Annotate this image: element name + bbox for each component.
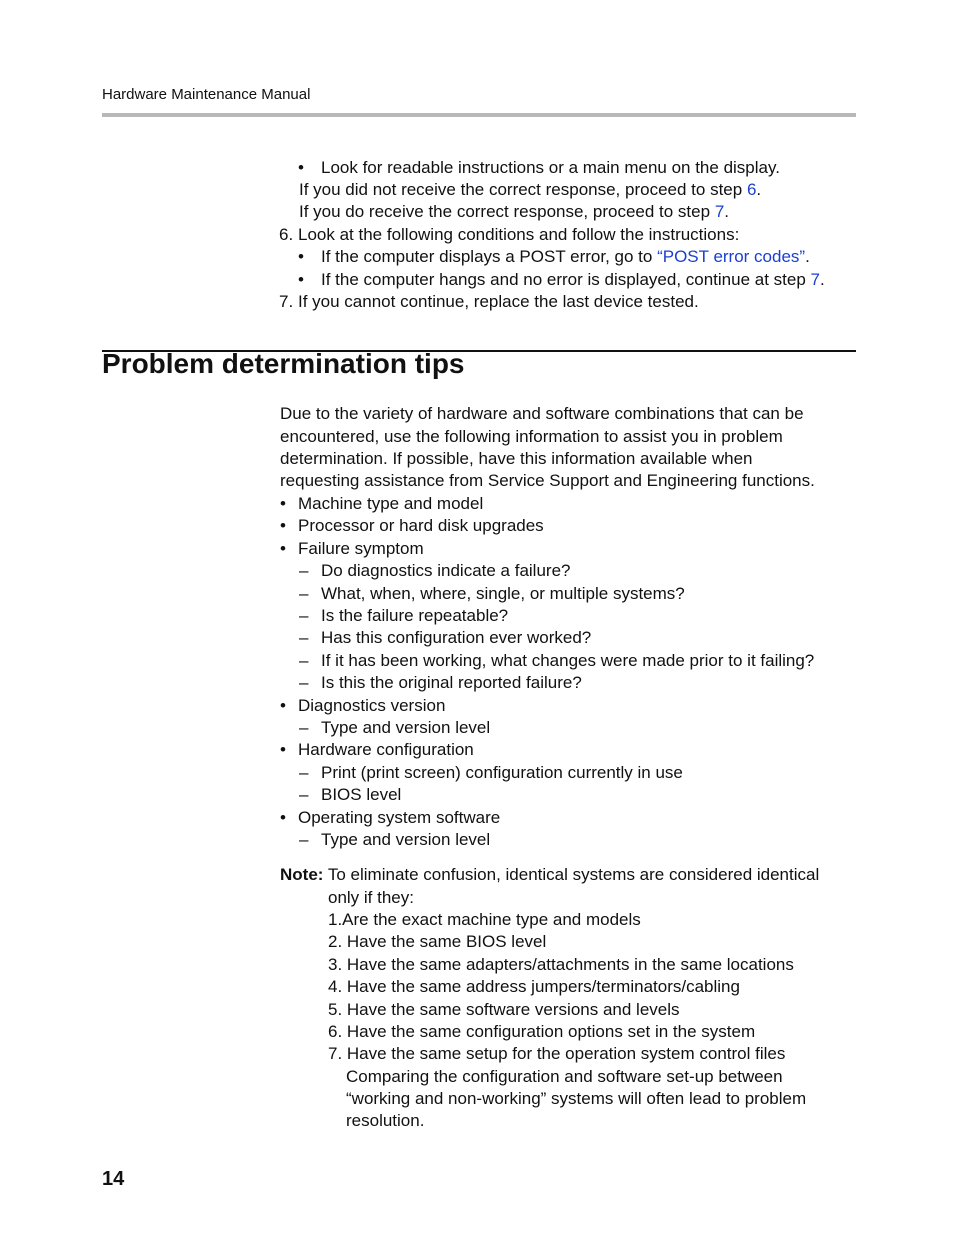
sub-list-item: Type and version level: [321, 830, 491, 849]
sub-list-item: Do diagnostics indicate a failure?: [321, 561, 571, 580]
step-7-text: If you cannot continue, replace the last device tested.: [298, 292, 699, 311]
bullet-marker: •: [280, 516, 286, 535]
sub-list-item: Is the failure repeatable?: [321, 606, 509, 625]
step-link[interactable]: 6: [746, 180, 757, 199]
dash-marker: –: [299, 718, 309, 737]
bullet-marker: •: [298, 247, 304, 266]
post-error-codes-link[interactable]: “POST error codes”: [657, 247, 806, 266]
step-link[interactable]: 7: [714, 202, 725, 221]
response-not-received-line: If you did not receive the correct response, proceed to step 6.: [299, 180, 762, 199]
intro-line: Due to the variety of hardware and software combinations that can be: [280, 404, 804, 423]
list-item: Operating system software: [298, 808, 501, 827]
bullet-marker: •: [280, 494, 286, 513]
dash-marker: –: [299, 763, 309, 782]
step-6-text: Look at the following conditions and follow the instructions:: [298, 225, 740, 244]
sub-list-item: What, when, where, single, or multiple systems?: [321, 584, 685, 603]
condition-item: 6. Have the same configuration options set in the system: [328, 1022, 756, 1041]
condition-item: 5. Have the same software versions and levels: [328, 1000, 680, 1019]
list-item: If the computer hangs and no error is displayed, continue at step 7.: [321, 270, 825, 289]
sub-list-item: Type and version level: [321, 718, 491, 737]
bullet-marker: •: [280, 740, 286, 759]
list-item: If the computer displays a POST error, go to “POST error codes”.: [321, 247, 810, 266]
list-item: Hardware configuration: [298, 740, 474, 759]
dash-marker: –: [299, 561, 309, 580]
dash-marker: –: [299, 651, 309, 670]
list-item: Processor or hard disk upgrades: [298, 516, 544, 535]
bullet-marker: •: [298, 270, 304, 289]
sub-list-item: Is this the original reported failure?: [321, 673, 582, 692]
condition-item: 4. Have the same address jumpers/terminators/cabling: [328, 977, 740, 996]
condition-item: 3. Have the same adapters/attachments in the same locations: [328, 955, 794, 974]
bullet-marker: •: [280, 808, 286, 827]
sub-list-item: Print (print screen) configuration currently in use: [321, 763, 683, 782]
list-item: Failure symptom: [298, 539, 424, 558]
intro-line: determination. If possible, have this information available when: [280, 449, 753, 468]
step-number: 6.: [279, 225, 294, 244]
intro-line: encountered, use the following information to assist you in problem: [280, 427, 783, 446]
dash-marker: –: [299, 673, 309, 692]
section-title: Problem determination tips: [102, 348, 465, 379]
response-received-line: If you do receive the correct response, proceed to step 7.: [299, 202, 730, 221]
dash-marker: –: [299, 830, 309, 849]
sub-list-item: If it has been working, what changes were made prior to it failing?: [321, 651, 815, 670]
note-closing-line: Comparing the configuration and software set-up between: [346, 1067, 783, 1086]
note-line: Note: To eliminate confusion, identical systems are considered identical: [280, 865, 820, 884]
sub-list-item: Has this configuration ever worked?: [321, 628, 592, 647]
bullet-marker: •: [280, 539, 286, 558]
dash-marker: –: [299, 606, 309, 625]
intro-line: requesting assistance from Service Support and Engineering functions.: [280, 471, 815, 490]
bullet-marker: •: [298, 158, 304, 177]
bullet-marker: •: [280, 696, 286, 715]
condition-item: 7. Have the same setup for the operation system control files: [328, 1044, 786, 1063]
condition-item: 1.Are the exact machine type and models: [328, 910, 641, 929]
note-closing-line: “working and non-working” systems will often lead to problem: [346, 1089, 807, 1108]
step-link[interactable]: 7: [810, 270, 820, 289]
step-number: 7.: [279, 292, 294, 311]
note-closing-line: resolution.: [346, 1111, 425, 1130]
condition-item: 2. Have the same BIOS level: [328, 932, 547, 951]
note-label: Note:: [280, 865, 324, 884]
page-number: 14: [102, 1168, 125, 1190]
dash-marker: –: [299, 628, 309, 647]
dash-marker: –: [299, 785, 309, 804]
list-item: Machine type and model: [298, 494, 484, 513]
header-rule: [102, 113, 856, 117]
dash-marker: –: [299, 584, 309, 603]
list-item: Diagnostics version: [298, 696, 446, 715]
note-line: only if they:: [328, 888, 414, 907]
sub-list-item: BIOS level: [321, 785, 402, 804]
running-header: Hardware Maintenance Manual: [102, 86, 311, 103]
list-item: Look for readable instructions or a main menu on the display.: [321, 158, 780, 177]
